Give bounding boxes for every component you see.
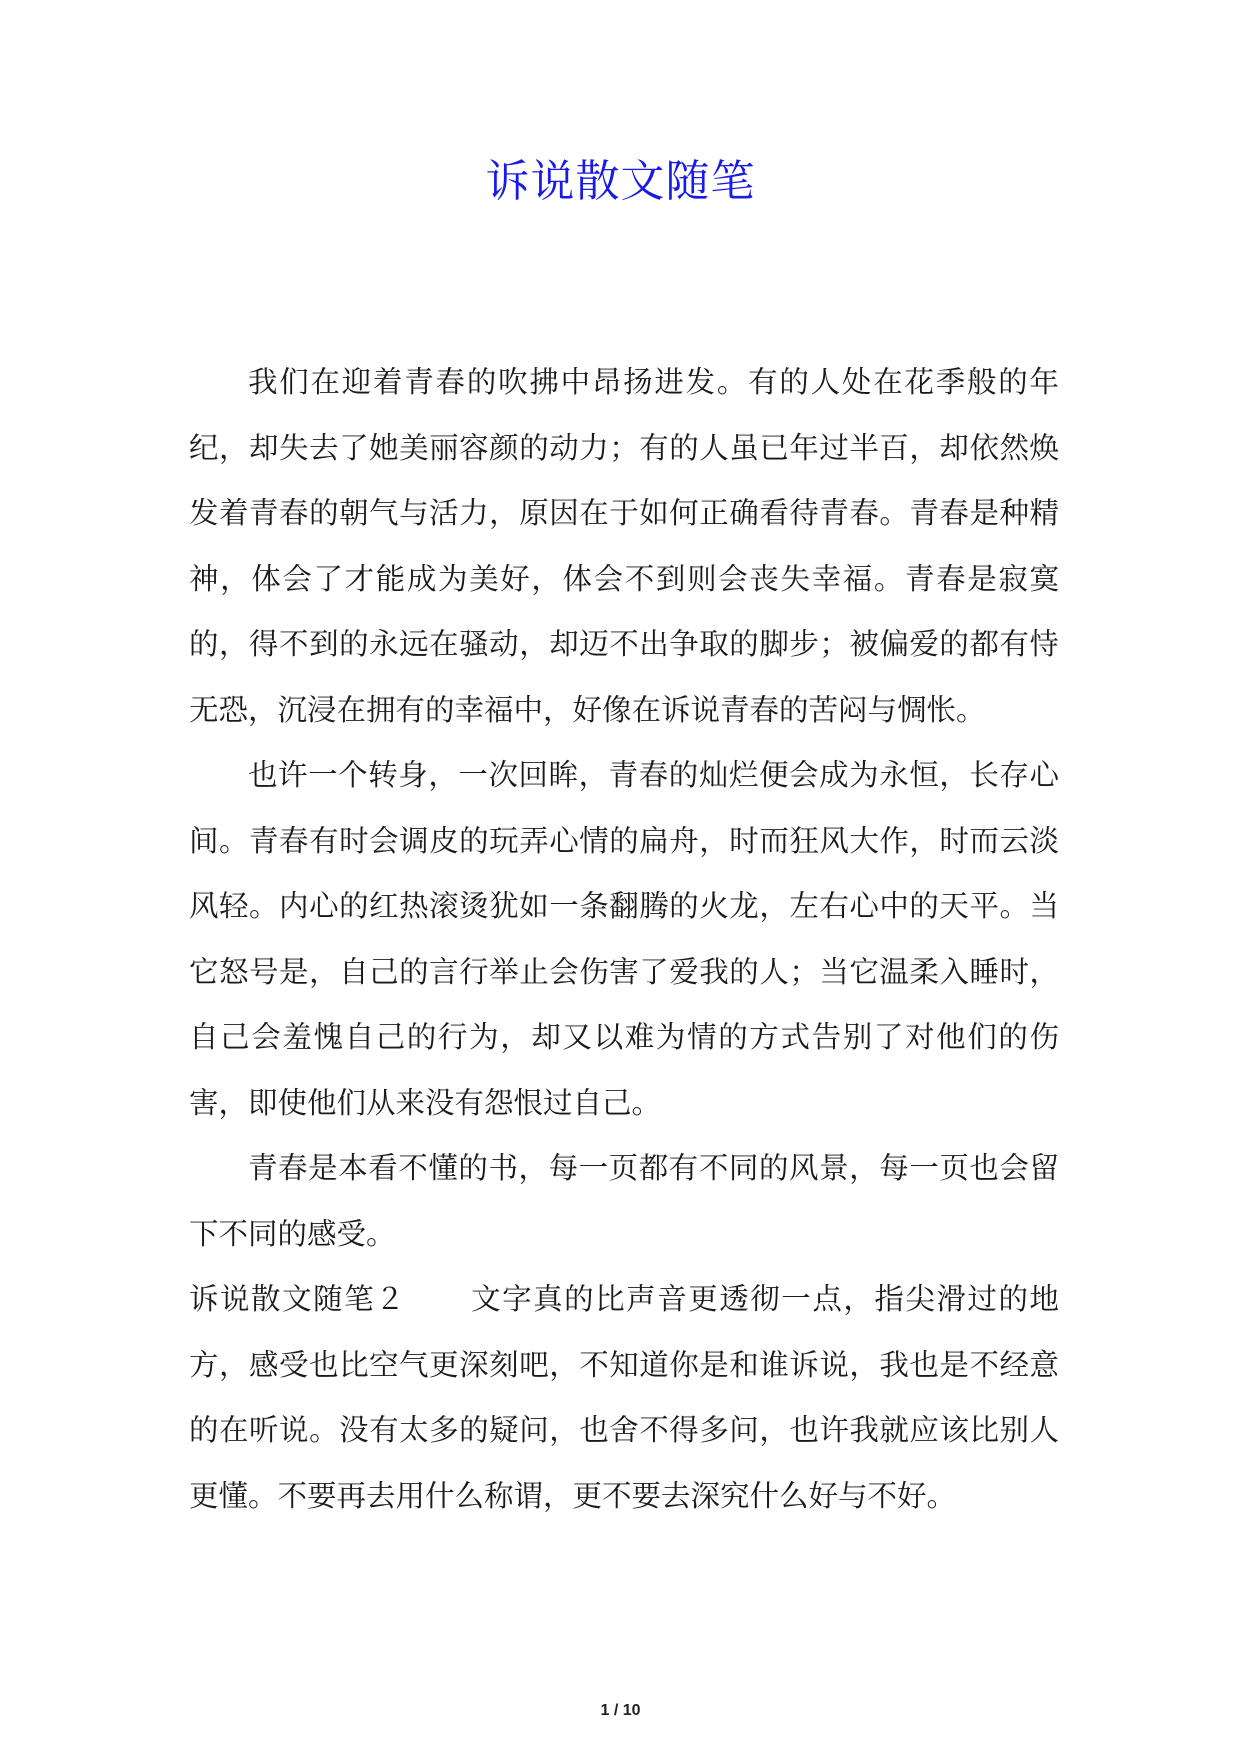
paragraph-4: [189, 1267, 1059, 1529]
document-title: 诉说散文随笔: [485, 156, 756, 207]
document-body: [189, 350, 1059, 1529]
section2-heading: 诉说散文随笔２: [189, 1282, 407, 1316]
paragraph-1: 我们在迎着青春的吹拂中昂扬进发。有的人处在花季般的年纪，却失去了她美丽容颜的动力；有的人虽已年过半百，却依然焕发着青春的朝气与活力，原因在于如何正确看待青春。青春是种精神，体会了才能成为美好，体会不到则会丧失幸福。青春是寂寞的，得不到的永远在骚动，却迈不出争取的脚步；被偏爱的都有恃无恐，沉浸在拥有的幸福中，好像在诉说青春的苦闷与惆怅。: [189, 365, 1059, 727]
page-number: 1 / 10: [600, 1702, 641, 1719]
paragraph-2: 也许一个转身，一次回眸，青春的灿烂便会成为永恒，长存心间。青春有时会调皮的玩弄心情的扁舟，时而狂风大作，时而云淡风轻。内心的红热滚烫犹如一条翻腾的火龙，左右心中的天平。当它怒号是，自己的言行举止会伤害了爱我的人；当它温柔入睡时，自己会羞愧自己的行为，却又以难为情的方式告别了对他们的伤害，即使他们从来没有怨恨过自己。: [189, 758, 1059, 1120]
paragraph-3: 青春是本看不懂的书，每一页都有不同的风景，每一页也会留下不同的感受。: [189, 1151, 1059, 1251]
section2-text: 文字真的比声音更透彻一点，指尖滑过的地方，感受也比空气更深刻吧，不知道你是和谁诉说，我也是不经意的在听说。没有太多的疑问，也舍不得多问，也许我就应该比别人更懂。不要再去用什么称谓，更不要去深究什么好与不好。: [189, 1282, 1059, 1513]
